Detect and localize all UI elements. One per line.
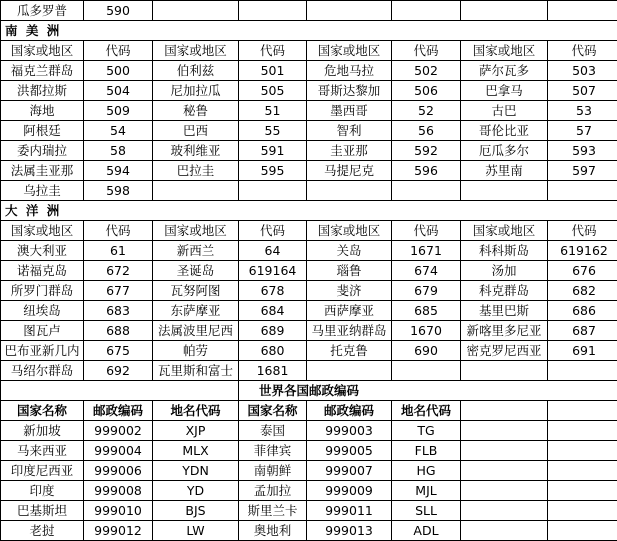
country-code-cell: 677 (84, 281, 153, 301)
country-code-cell: 597 (548, 161, 617, 181)
country-name-cell: 托克鲁 (307, 341, 392, 361)
column-header: 地名代码 (153, 401, 239, 421)
table-row (1, 181, 617, 201)
postal-code-cell: 999012 (84, 521, 153, 541)
section-title: 南 美 洲 (1, 21, 617, 41)
table-row (1, 481, 617, 501)
column-header-code: 代码 (392, 41, 461, 61)
country-code-cell (392, 361, 461, 381)
country-code-cell: 52 (392, 101, 461, 121)
empty-cell (548, 461, 617, 481)
empty-cell (392, 1, 461, 21)
empty-cell (548, 521, 617, 541)
country-code-cell: 619162 (548, 241, 617, 261)
country-code-cell: 1670 (392, 321, 461, 341)
column-header-code: 代码 (84, 221, 153, 241)
country-name-cell: 瓦里斯和富士 (153, 361, 239, 381)
country-code-cell: 595 (239, 161, 307, 181)
country-name-cell: 厄瓜多尔 (461, 141, 548, 161)
country-code-cell: 509 (84, 101, 153, 121)
table-row (1, 361, 617, 381)
country-code-cell: 54 (84, 121, 153, 141)
country-name-cell: 斐济 (307, 281, 392, 301)
country-code-cell: 505 (239, 81, 307, 101)
country-code-cell: 684 (239, 301, 307, 321)
place-code-cell: MJL (392, 481, 461, 501)
country-name-cell: 印度尼西亚 (1, 461, 84, 481)
place-code-cell: FLB (392, 441, 461, 461)
country-code-cell: 688 (84, 321, 153, 341)
country-name-cell: 科科斯岛 (461, 241, 548, 261)
country-name-cell (461, 361, 548, 381)
country-name-cell: 新加坡 (1, 421, 84, 441)
section-title-row (1, 201, 617, 221)
country-name-cell (153, 181, 239, 201)
country-code-cell: 675 (84, 341, 153, 361)
country-name-cell: 法属波里尼西 (153, 321, 239, 341)
country-name-cell: 萨尔瓦多 (461, 61, 548, 81)
country-name-cell (307, 181, 392, 201)
empty-cell (461, 461, 548, 481)
table-row (1, 81, 617, 101)
country-name-cell: 南朝鲜 (239, 461, 307, 481)
country-name-cell: 斯里兰卡 (239, 501, 307, 521)
country-code-cell: 591 (239, 141, 307, 161)
country-name-cell: 哥斯达黎加 (307, 81, 392, 101)
table-row (1, 441, 617, 461)
place-code-cell: SLL (392, 501, 461, 521)
country-name-cell: 西萨摩亚 (307, 301, 392, 321)
empty-cell (153, 1, 239, 21)
table-row (1, 101, 617, 121)
section-title: 世界各国邮政编码 (239, 381, 617, 401)
country-name-cell: 法属圭亚那 (1, 161, 84, 181)
country-code-cell: 596 (392, 161, 461, 181)
table-row (1, 421, 617, 441)
country-name-cell: 新喀里多尼亚 (461, 321, 548, 341)
postal-code-cell: 999002 (84, 421, 153, 441)
postal-code-cell: 999009 (307, 481, 392, 501)
country-code-cell: 55 (239, 121, 307, 141)
empty-cell (461, 441, 548, 461)
empty-cell (461, 501, 548, 521)
country-code-cell: 679 (392, 281, 461, 301)
column-header-region: 国家或地区 (153, 221, 239, 241)
postal-code-cell: 999003 (307, 421, 392, 441)
country-code-cell: 680 (239, 341, 307, 361)
empty-cell (239, 1, 307, 21)
place-code-cell: ADL (392, 521, 461, 541)
postal-code-cell: 999013 (307, 521, 392, 541)
table-row (1, 261, 617, 281)
table-row (1, 301, 617, 321)
country-name-cell: 东萨摩亚 (153, 301, 239, 321)
country-name-cell: 帕劳 (153, 341, 239, 361)
postal-code-cell: 999008 (84, 481, 153, 501)
country-name-cell: 墨西哥 (307, 101, 392, 121)
country-code-cell: 686 (548, 301, 617, 321)
country-code-cell: 691 (548, 341, 617, 361)
country-code-cell (548, 181, 617, 201)
country-name-cell: 马绍尔群岛 (1, 361, 84, 381)
country-code-cell: 51 (239, 101, 307, 121)
column-header: 国家名称 (239, 401, 307, 421)
country-name-cell: 巴拉圭 (153, 161, 239, 181)
country-name-cell: 委内瑞拉 (1, 141, 84, 161)
country-name-cell (461, 181, 548, 201)
table-row (1, 501, 617, 521)
country-code-cell: 689 (239, 321, 307, 341)
section-title: 大 洋 洲 (1, 201, 617, 221)
column-header-region: 国家或地区 (307, 221, 392, 241)
country-name-cell: 海地 (1, 101, 84, 121)
country-name-cell: 阿根廷 (1, 121, 84, 141)
country-name-cell: 巴拿马 (461, 81, 548, 101)
country-name-cell: 危地马拉 (307, 61, 392, 81)
country-name-cell: 菲律宾 (239, 441, 307, 461)
country-name-cell: 关岛 (307, 241, 392, 261)
header-row (1, 221, 617, 241)
country-name-cell: 纽埃岛 (1, 301, 84, 321)
empty-cell (461, 1, 548, 21)
country-name-cell: 苏里南 (461, 161, 548, 181)
table-row (1, 461, 617, 481)
country-name-cell: 马里亚纳群岛 (307, 321, 392, 341)
country-name-cell: 古巴 (461, 101, 548, 121)
country-name-cell: 哥伦比亚 (461, 121, 548, 141)
country-code-cell: 53 (548, 101, 617, 121)
country-code-cell: 502 (392, 61, 461, 81)
empty-cell (461, 421, 548, 441)
country-name-cell: 诺福克岛 (1, 261, 84, 281)
country-name-cell: 洪都拉斯 (1, 81, 84, 101)
country-code-cell: 1681 (239, 361, 307, 381)
country-name-cell: 圣诞岛 (153, 261, 239, 281)
country-code-cell: 57 (548, 121, 617, 141)
column-header: 邮政编码 (84, 401, 153, 421)
column-header-code: 代码 (548, 41, 617, 61)
country-name-cell: 图瓦卢 (1, 321, 84, 341)
country-code-cell: 61 (84, 241, 153, 261)
country-name-cell: 智利 (307, 121, 392, 141)
country-name-cell: 乌拉圭 (1, 181, 84, 201)
country-code-cell (239, 181, 307, 201)
country-name-cell: 汤加 (461, 261, 548, 281)
empty-cell (461, 521, 548, 541)
section-title-row (1, 21, 617, 41)
country-code-cell: 687 (548, 321, 617, 341)
country-code-cell: 507 (548, 81, 617, 101)
country-code-cell: 504 (84, 81, 153, 101)
empty-cell (1, 381, 239, 401)
country-name-cell: 密克罗尼西亚 (461, 341, 548, 361)
country-code-cell: 1671 (392, 241, 461, 261)
header-row (1, 41, 617, 61)
country-code-cell: 682 (548, 281, 617, 301)
country-code-cell: 592 (392, 141, 461, 161)
country-code-cell: 619164 (239, 261, 307, 281)
country-code-cell: 501 (239, 61, 307, 81)
place-code-cell: YD (153, 481, 239, 501)
empty-cell (548, 441, 617, 461)
country-name-cell: 泰国 (239, 421, 307, 441)
table-row (1, 521, 617, 541)
column-header-code: 代码 (84, 41, 153, 61)
place-code-cell: MLX (153, 441, 239, 461)
country-name-cell: 巴基斯坦 (1, 501, 84, 521)
country-code-cell: 503 (548, 61, 617, 81)
postal-code-cell: 999007 (307, 461, 392, 481)
postal-code-cell: 999010 (84, 501, 153, 521)
country-code-cell: 685 (392, 301, 461, 321)
postal-code-cell: 999004 (84, 441, 153, 461)
postal-code-cell: 999011 (307, 501, 392, 521)
country-name-cell: 孟加拉 (239, 481, 307, 501)
place-code-cell: LW (153, 521, 239, 541)
country-name-cell: 澳大利亚 (1, 241, 84, 261)
column-header-region: 国家或地区 (461, 221, 548, 241)
header-row (1, 401, 617, 421)
table-row (1, 341, 617, 361)
column-header-code: 代码 (239, 41, 307, 61)
country-name-cell: 瑙鲁 (307, 261, 392, 281)
table-row (1, 321, 617, 341)
country-name-cell: 秘鲁 (153, 101, 239, 121)
column-header: 国家名称 (1, 401, 84, 421)
place-code-cell: YDN (153, 461, 239, 481)
country-name-cell: 玻利维亚 (153, 141, 239, 161)
country-name-cell: 马来西亚 (1, 441, 84, 461)
country-name-cell: 新西兰 (153, 241, 239, 261)
country-name-cell: 巴西 (153, 121, 239, 141)
country-name-cell: 尼加拉瓜 (153, 81, 239, 101)
empty-cell (548, 421, 617, 441)
column-header-region: 国家或地区 (1, 41, 84, 61)
place-code-cell: HG (392, 461, 461, 481)
section-title-row (1, 381, 617, 401)
table-row (1, 241, 617, 261)
country-name-cell: 奥地利 (239, 521, 307, 541)
country-name-cell: 印度 (1, 481, 84, 501)
column-header: 邮政编码 (307, 401, 392, 421)
country-name-cell: 瓦努阿图 (153, 281, 239, 301)
country-name-cell: 基里巴斯 (461, 301, 548, 321)
empty-cell (548, 501, 617, 521)
country-name-cell: 科克群岛 (461, 281, 548, 301)
country-code-cell: 674 (392, 261, 461, 281)
place-code-cell: XJP (153, 421, 239, 441)
table-row (1, 141, 617, 161)
table-row (1, 121, 617, 141)
country-code-cell: 58 (84, 141, 153, 161)
empty-cell (461, 481, 548, 501)
country-name-cell: 伯利兹 (153, 61, 239, 81)
country-name-cell: 马提尼克 (307, 161, 392, 181)
country-name-cell: 所罗门群岛 (1, 281, 84, 301)
empty-cell (548, 481, 617, 501)
postal-code-cell: 999006 (84, 461, 153, 481)
country-code-cell: 678 (239, 281, 307, 301)
column-header-region: 国家或地区 (153, 41, 239, 61)
country-code-cell: 683 (84, 301, 153, 321)
country-name-cell: 巴布亚新几内 (1, 341, 84, 361)
country-code-cell: 64 (239, 241, 307, 261)
empty-cell (461, 401, 548, 421)
place-code-cell: BJS (153, 501, 239, 521)
country-code-cell: 593 (548, 141, 617, 161)
country-code-cell: 590 (84, 1, 153, 21)
table-row (1, 161, 617, 181)
country-name-cell: 福克兰群岛 (1, 61, 84, 81)
country-code-cell: 594 (84, 161, 153, 181)
table-row (1, 61, 617, 81)
empty-cell (548, 401, 617, 421)
postal-code-cell: 999005 (307, 441, 392, 461)
column-header: 地名代码 (392, 401, 461, 421)
country-name-cell: 圭亚那 (307, 141, 392, 161)
country-name-cell: 老挝 (1, 521, 84, 541)
table-row (1, 281, 617, 301)
empty-cell (307, 1, 392, 21)
place-code-cell: TG (392, 421, 461, 441)
country-code-cell (548, 361, 617, 381)
column-header-code: 代码 (548, 221, 617, 241)
column-header-code: 代码 (392, 221, 461, 241)
column-header-code: 代码 (239, 221, 307, 241)
empty-cell (548, 1, 617, 21)
column-header-region: 国家或地区 (461, 41, 548, 61)
country-code-cell: 672 (84, 261, 153, 281)
country-code-cell: 56 (392, 121, 461, 141)
country-code-cell: 676 (548, 261, 617, 281)
country-name-cell: 瓜多罗普 (1, 1, 84, 21)
country-code-cell: 506 (392, 81, 461, 101)
country-code-cell: 500 (84, 61, 153, 81)
table-row (1, 1, 617, 21)
country-code-cell (392, 181, 461, 201)
country-code-cell: 692 (84, 361, 153, 381)
country-code-cell: 598 (84, 181, 153, 201)
column-header-region: 国家或地区 (1, 221, 84, 241)
country-name-cell (307, 361, 392, 381)
column-header-region: 国家或地区 (307, 41, 392, 61)
country-code-cell: 690 (392, 341, 461, 361)
